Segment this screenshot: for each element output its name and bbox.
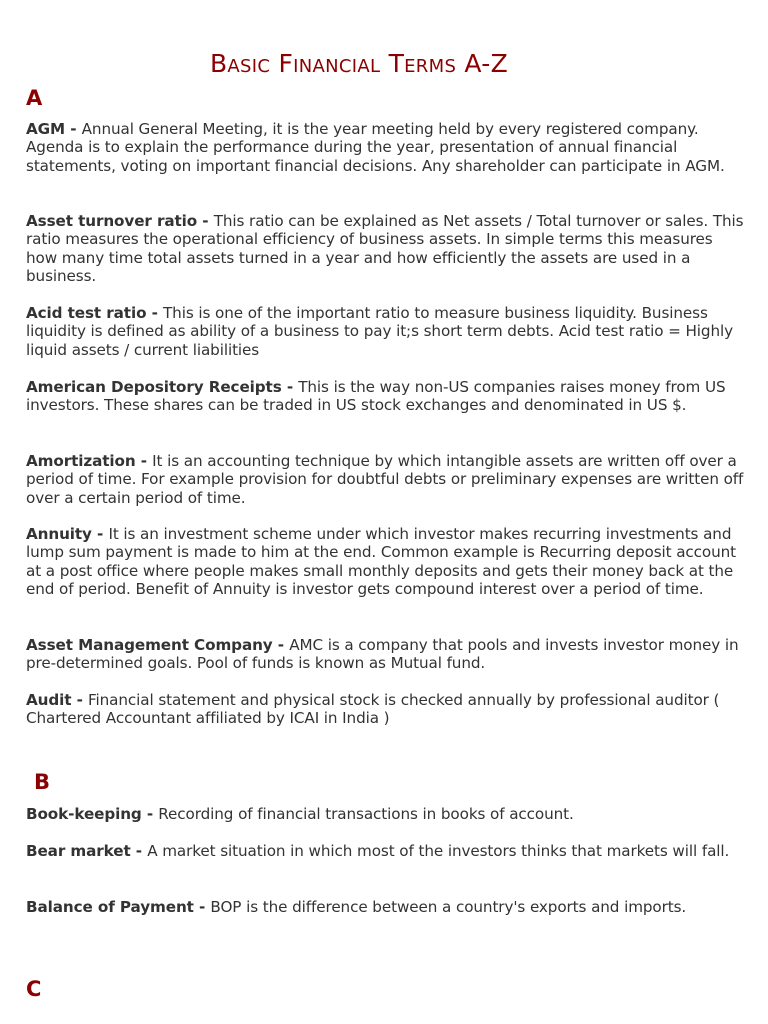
glossary-entry-amortization	[26, 452, 746, 507]
glossary-entry-bear-market	[26, 842, 746, 860]
section-heading-b: B	[34, 770, 51, 794]
entry-term: Acid test ratio -	[26, 304, 163, 322]
glossary-entry-asset-turnover-ratio	[26, 212, 746, 286]
glossary-entry-asset-management-company	[26, 636, 746, 673]
glossary-entry-agm	[26, 120, 746, 175]
entry-term: American Depository Receipts -	[26, 378, 299, 396]
document-title: Basic Financial Terms A-Z	[209, 48, 509, 78]
glossary-entry-balance-of-payment	[26, 898, 746, 916]
entry-definition: Annual General Meeting, it is the year meeting held by every registered company. Agenda is to explain the performance during the year, presentation of annual financial statements, voting on important financial decisions. Any shareholder can participate in AGM.	[26, 120, 725, 175]
glossary-entry-american-depository-receipts	[26, 378, 746, 415]
entry-term: Amortization -	[26, 452, 153, 470]
entry-term: Book-keeping -	[26, 805, 159, 823]
entry-definition: Financial statement and physical stock is checked annually by professional auditor ( Chartered Accountant affiliated by ICAI in India )	[26, 691, 720, 728]
entry-definition: Recording of financial transactions in books of account.	[158, 805, 574, 823]
glossary-entry-audit	[26, 691, 746, 728]
entry-definition: It is an investment scheme under which investor makes recurring investments and lump sum payment is made to him at the end. Common example is Recurring deposit account at a post office where people makes small monthly deposits and gets their money back at the end of period. Benefit of Annuity is investor gets compound interest over a period of time.	[26, 525, 737, 599]
section-heading-a: A	[26, 86, 43, 110]
entry-term: Audit -	[26, 691, 88, 709]
entry-term: Balance of Payment -	[26, 898, 211, 916]
entry-definition: A market situation in which most of the investors thinks that markets will fall.	[147, 842, 730, 860]
glossary-entry-book-keeping	[26, 805, 746, 823]
entry-term: Bear market -	[26, 842, 148, 860]
entry-term: Asset turnover ratio -	[26, 212, 214, 230]
glossary-entry-acid-test-ratio	[26, 304, 746, 359]
entry-term: Annuity -	[26, 525, 109, 543]
entry-definition: This is the way non-US companies raises money from US investors. These shares can be traded in US stock exchanges and denominated in US $.	[26, 378, 726, 415]
entry-definition: This ratio can be explained as Net assets / Total turnover or sales. This ratio measures the operational efficiency of business assets. In simple terms this measures how many time total assets turned in a year and how efficiently the assets are used in a business.	[26, 212, 744, 286]
entry-definition: BOP is the difference between a country's exports and imports.	[210, 898, 687, 916]
section-heading-c: C	[26, 977, 42, 1001]
glossary-entry-annuity	[26, 525, 746, 599]
entry-definition: It is an accounting technique by which intangible assets are written off over a period of time. For example provision for doubtful debts or preliminary expenses are written off over a certain period of time.	[26, 452, 744, 507]
entry-term: Asset Management Company -	[26, 636, 290, 654]
entry-term: AGM -	[26, 120, 82, 138]
entry-definition: AMC is a company that pools and invests investor money in pre-determined goals. Pool of funds is known as Mutual fund.	[26, 636, 739, 673]
entry-definition: This is one of the important ratio to measure business liquidity. Business liquidity is defined as ability of a business to pay it;s short term debts. Acid test ratio = Highly liquid assets / current liabilities	[26, 304, 733, 359]
